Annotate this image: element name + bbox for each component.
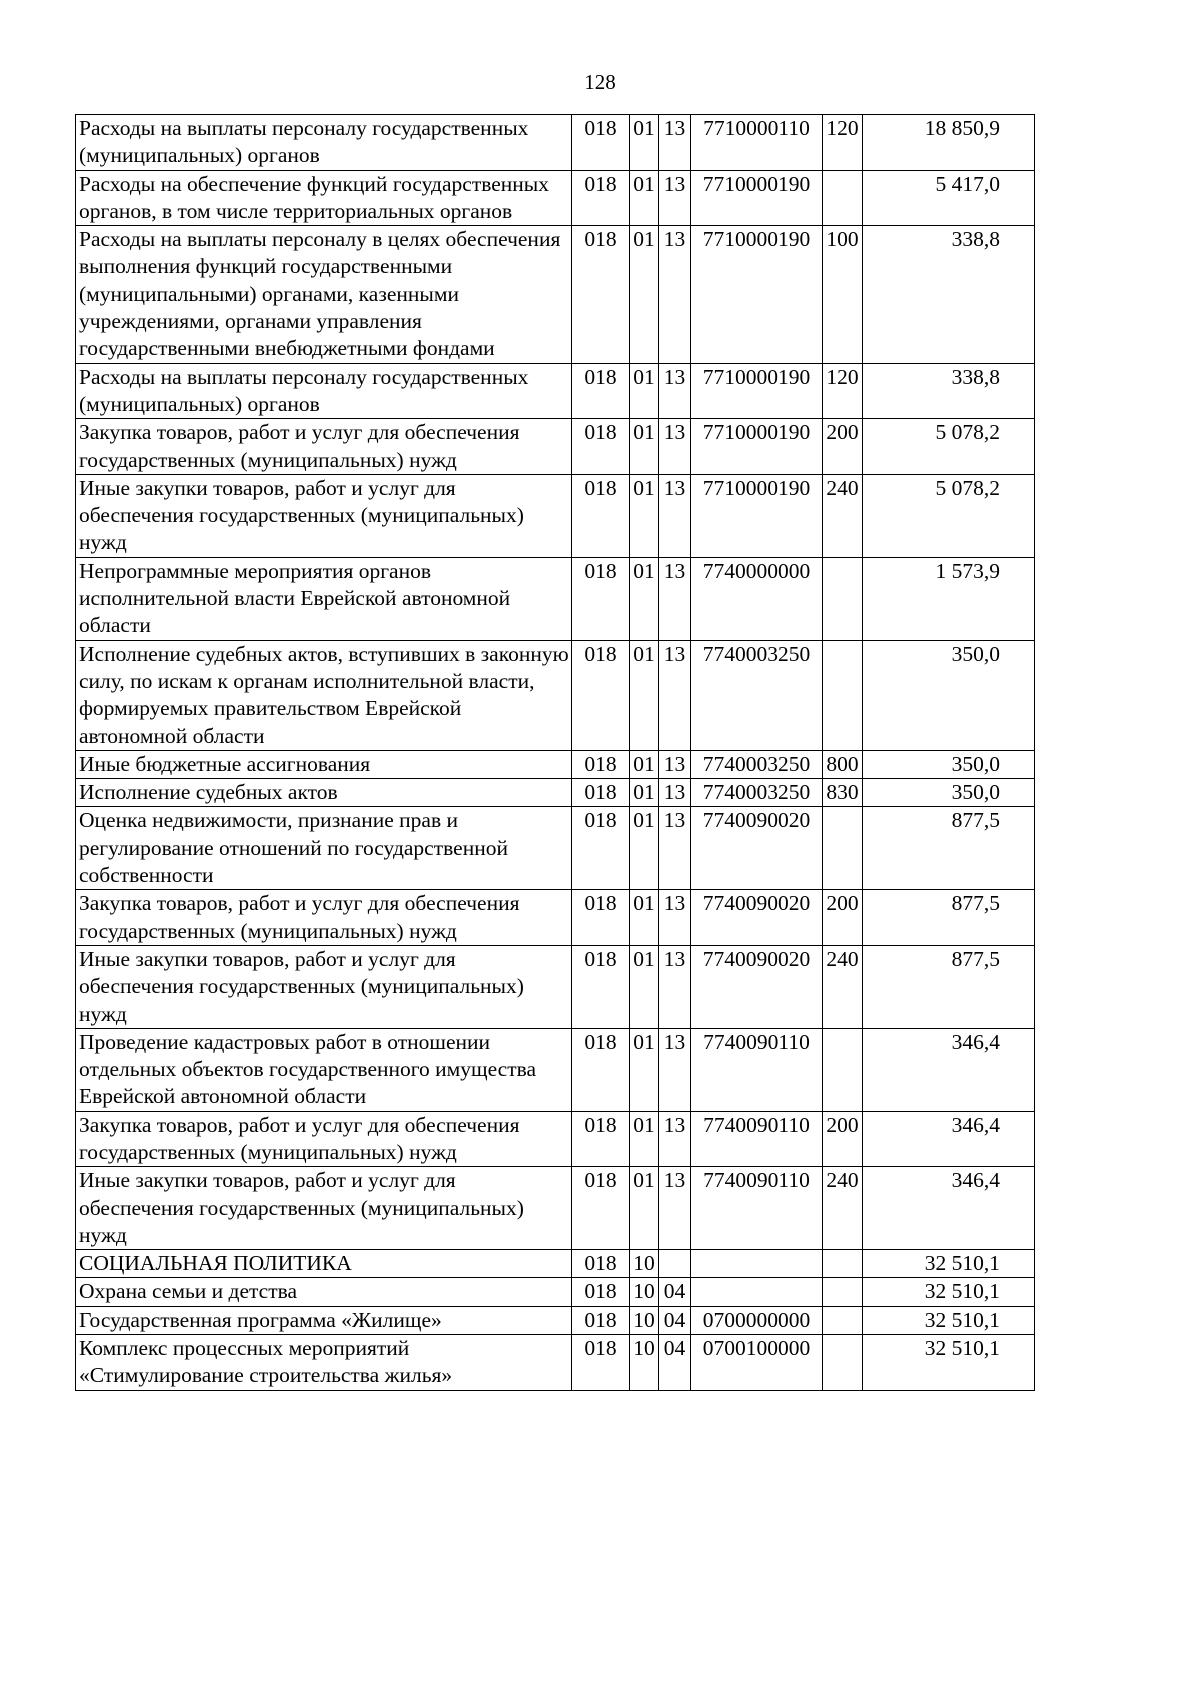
- section-code-cell: 01: [630, 1028, 659, 1111]
- table-row: [76, 1167, 1035, 1250]
- target-article-cell: 7740090020: [691, 807, 823, 890]
- amount-cell: 346,4: [863, 1111, 1035, 1167]
- amount-cell: 350,0: [863, 750, 1035, 778]
- subsection-code-cell: 13: [659, 557, 691, 640]
- grbs-code-cell: 018: [572, 1335, 630, 1391]
- target-article-cell: 0700100000: [691, 1335, 823, 1391]
- grbs-code-cell: 018: [572, 1111, 630, 1167]
- amount-cell: 5 417,0: [863, 170, 1035, 226]
- expense-type-cell: 830: [823, 779, 863, 807]
- expense-name-cell: Иные закупки товаров, работ и услуг для обеспечения государственных (муниципальных) нужд: [76, 1167, 572, 1250]
- expense-type-cell: [823, 1028, 863, 1111]
- table-row: [76, 890, 1035, 946]
- target-article-cell: [691, 1250, 823, 1278]
- section-code-cell: 01: [630, 1111, 659, 1167]
- amount-cell: 32 510,1: [863, 1306, 1035, 1334]
- grbs-code-cell: 018: [572, 1306, 630, 1334]
- expense-name-cell: Государственная программа «Жилище»: [76, 1306, 572, 1334]
- target-article-cell: 7740090110: [691, 1028, 823, 1111]
- target-article-cell: [691, 1278, 823, 1306]
- section-code-cell: 10: [630, 1306, 659, 1334]
- section-code-cell: 01: [630, 474, 659, 557]
- grbs-code-cell: 018: [572, 890, 630, 946]
- grbs-code-cell: 018: [572, 1250, 630, 1278]
- subsection-code-cell: 04: [659, 1278, 691, 1306]
- target-article-cell: 7710000110: [691, 115, 823, 171]
- amount-cell: 350,0: [863, 779, 1035, 807]
- expense-type-cell: 200: [823, 1111, 863, 1167]
- target-article-cell: 7740090020: [691, 945, 823, 1028]
- expense-type-cell: 120: [823, 363, 863, 419]
- subsection-code-cell: 13: [659, 890, 691, 946]
- amount-cell: 32 510,1: [863, 1278, 1035, 1306]
- subsection-code-cell: 13: [659, 419, 691, 475]
- section-code-cell: 01: [630, 1167, 659, 1250]
- subsection-code-cell: 04: [659, 1335, 691, 1391]
- table-row: [76, 115, 1035, 171]
- subsection-code-cell: 13: [659, 750, 691, 778]
- expense-type-cell: [823, 1278, 863, 1306]
- expense-name-cell: Закупка товаров, работ и услуг для обеспечения государственных (муниципальных) нужд: [76, 1111, 572, 1167]
- amount-cell: 32 510,1: [863, 1335, 1035, 1391]
- expense-name-cell: Расходы на выплаты персоналу в целях обеспечения выполнения функций государственными (муниципальными) органами, казенными учреждениями, органами управления государственными внебюджетными фондами: [76, 226, 572, 363]
- section-code-cell: 01: [630, 750, 659, 778]
- grbs-code-cell: 018: [572, 474, 630, 557]
- amount-cell: 350,0: [863, 640, 1035, 750]
- section-code-cell: 01: [630, 363, 659, 419]
- grbs-code-cell: 018: [572, 557, 630, 640]
- expense-name-cell: Закупка товаров, работ и услуг для обеспечения государственных (муниципальных) нужд: [76, 890, 572, 946]
- expense-name-cell: СОЦИАЛЬНАЯ ПОЛИТИКА: [76, 1250, 572, 1278]
- table-row: [76, 557, 1035, 640]
- expense-name-cell: Иные закупки товаров, работ и услуг для обеспечения государственных (муниципальных) нужд: [76, 945, 572, 1028]
- grbs-code-cell: 018: [572, 170, 630, 226]
- table-row: [76, 419, 1035, 475]
- grbs-code-cell: 018: [572, 115, 630, 171]
- section-code-cell: 01: [630, 170, 659, 226]
- expense-name-cell: Расходы на выплаты персоналу государственных (муниципальных) органов: [76, 115, 572, 171]
- section-code-cell: 01: [630, 226, 659, 363]
- section-code-cell: 10: [630, 1250, 659, 1278]
- expense-name-cell: Оценка недвижимости, признание прав и регулирование отношений по государственной собственности: [76, 807, 572, 890]
- target-article-cell: 0700000000: [691, 1306, 823, 1334]
- expense-type-cell: [823, 557, 863, 640]
- table-row: [76, 640, 1035, 750]
- grbs-code-cell: 018: [572, 779, 630, 807]
- section-code-cell: 01: [630, 945, 659, 1028]
- page-number: 128: [584, 70, 616, 94]
- grbs-code-cell: 018: [572, 226, 630, 363]
- table-row: [76, 226, 1035, 363]
- section-code-cell: 01: [630, 115, 659, 171]
- section-code-cell: 01: [630, 419, 659, 475]
- grbs-code-cell: 018: [572, 1167, 630, 1250]
- amount-cell: 1 573,9: [863, 557, 1035, 640]
- expense-type-cell: 240: [823, 1167, 863, 1250]
- expense-name-cell: Закупка товаров, работ и услуг для обеспечения государственных (муниципальных) нужд: [76, 419, 572, 475]
- amount-cell: 346,4: [863, 1028, 1035, 1111]
- target-article-cell: 7740090020: [691, 890, 823, 946]
- expense-name-cell: Комплекс процессных мероприятий «Стимулирование строительства жилья»: [76, 1335, 572, 1391]
- table-row: [76, 1250, 1035, 1278]
- target-article-cell: 7710000190: [691, 419, 823, 475]
- grbs-code-cell: 018: [572, 1028, 630, 1111]
- subsection-code-cell: 13: [659, 115, 691, 171]
- expense-name-cell: Расходы на выплаты персоналу государственных (муниципальных) органов: [76, 363, 572, 419]
- expense-type-cell: 200: [823, 890, 863, 946]
- table-row: [76, 1111, 1035, 1167]
- table-row: [76, 1028, 1035, 1111]
- expense-name-cell: Исполнение судебных актов: [76, 779, 572, 807]
- amount-cell: 877,5: [863, 890, 1035, 946]
- expense-name-cell: Проведение кадастровых работ в отношении отдельных объектов государственного имущества Еврейской автономной области: [76, 1028, 572, 1111]
- subsection-code-cell: 13: [659, 170, 691, 226]
- expense-type-cell: [823, 807, 863, 890]
- expense-type-cell: [823, 1250, 863, 1278]
- grbs-code-cell: 018: [572, 945, 630, 1028]
- amount-cell: 338,8: [863, 226, 1035, 363]
- target-article-cell: 7740090110: [691, 1111, 823, 1167]
- budget-table: [75, 114, 1035, 1391]
- amount-cell: 346,4: [863, 1167, 1035, 1250]
- grbs-code-cell: 018: [572, 1278, 630, 1306]
- grbs-code-cell: 018: [572, 750, 630, 778]
- expense-type-cell: [823, 1335, 863, 1391]
- target-article-cell: 7740003250: [691, 750, 823, 778]
- expense-type-cell: 120: [823, 115, 863, 171]
- subsection-code-cell: 13: [659, 807, 691, 890]
- subsection-code-cell: 13: [659, 1167, 691, 1250]
- amount-cell: 18 850,9: [863, 115, 1035, 171]
- table-row: [76, 363, 1035, 419]
- target-article-cell: 7740003250: [691, 640, 823, 750]
- amount-cell: 5 078,2: [863, 474, 1035, 557]
- subsection-code-cell: 13: [659, 945, 691, 1028]
- section-code-cell: 01: [630, 557, 659, 640]
- table-row: [76, 170, 1035, 226]
- subsection-code-cell: 13: [659, 363, 691, 419]
- section-code-cell: 01: [630, 640, 659, 750]
- expense-type-cell: 800: [823, 750, 863, 778]
- expense-name-cell: Исполнение судебных актов, вступивших в законную силу, по искам к органам исполнительной власти, формируемых правительством Еврейской автономной области: [76, 640, 572, 750]
- target-article-cell: 7740003250: [691, 779, 823, 807]
- expense-type-cell: 200: [823, 419, 863, 475]
- grbs-code-cell: 018: [572, 419, 630, 475]
- expense-name-cell: Иные закупки товаров, работ и услуг для обеспечения государственных (муниципальных) нужд: [76, 474, 572, 557]
- subsection-code-cell: 04: [659, 1306, 691, 1334]
- table-body: [76, 115, 1035, 1391]
- table-row: [76, 474, 1035, 557]
- section-code-cell: 10: [630, 1335, 659, 1391]
- table-row: [76, 779, 1035, 807]
- table-row: [76, 1306, 1035, 1334]
- grbs-code-cell: 018: [572, 640, 630, 750]
- section-code-cell: 01: [630, 807, 659, 890]
- grbs-code-cell: 018: [572, 807, 630, 890]
- amount-cell: 877,5: [863, 807, 1035, 890]
- amount-cell: 5 078,2: [863, 419, 1035, 475]
- target-article-cell: 7740090110: [691, 1167, 823, 1250]
- section-code-cell: 01: [630, 890, 659, 946]
- target-article-cell: 7740000000: [691, 557, 823, 640]
- subsection-code-cell: [659, 1250, 691, 1278]
- table-row: [76, 1278, 1035, 1306]
- expense-type-cell: [823, 170, 863, 226]
- subsection-code-cell: 13: [659, 640, 691, 750]
- expense-type-cell: [823, 1306, 863, 1334]
- target-article-cell: 7710000190: [691, 226, 823, 363]
- subsection-code-cell: 13: [659, 226, 691, 363]
- expense-type-cell: 240: [823, 474, 863, 557]
- expense-name-cell: Непрограммные мероприятия органов исполнительной власти Еврейской автономной области: [76, 557, 572, 640]
- expense-name-cell: Охрана семьи и детства: [76, 1278, 572, 1306]
- table-row: [76, 750, 1035, 778]
- subsection-code-cell: 13: [659, 1028, 691, 1111]
- section-code-cell: 10: [630, 1278, 659, 1306]
- table-row: [76, 1335, 1035, 1391]
- subsection-code-cell: 13: [659, 779, 691, 807]
- expense-type-cell: 100: [823, 226, 863, 363]
- table-row: [76, 945, 1035, 1028]
- target-article-cell: 7710000190: [691, 474, 823, 557]
- subsection-code-cell: 13: [659, 474, 691, 557]
- amount-cell: 338,8: [863, 363, 1035, 419]
- amount-cell: 32 510,1: [863, 1250, 1035, 1278]
- target-article-cell: 7710000190: [691, 363, 823, 419]
- expense-name-cell: Иные бюджетные ассигнования: [76, 750, 572, 778]
- target-article-cell: 7710000190: [691, 170, 823, 226]
- expense-type-cell: [823, 640, 863, 750]
- expense-name-cell: Расходы на обеспечение функций государственных органов, в том числе территориальных органов: [76, 170, 572, 226]
- amount-cell: 877,5: [863, 945, 1035, 1028]
- grbs-code-cell: 018: [572, 363, 630, 419]
- section-code-cell: 01: [630, 779, 659, 807]
- expense-type-cell: 240: [823, 945, 863, 1028]
- table-row: [76, 807, 1035, 890]
- subsection-code-cell: 13: [659, 1111, 691, 1167]
